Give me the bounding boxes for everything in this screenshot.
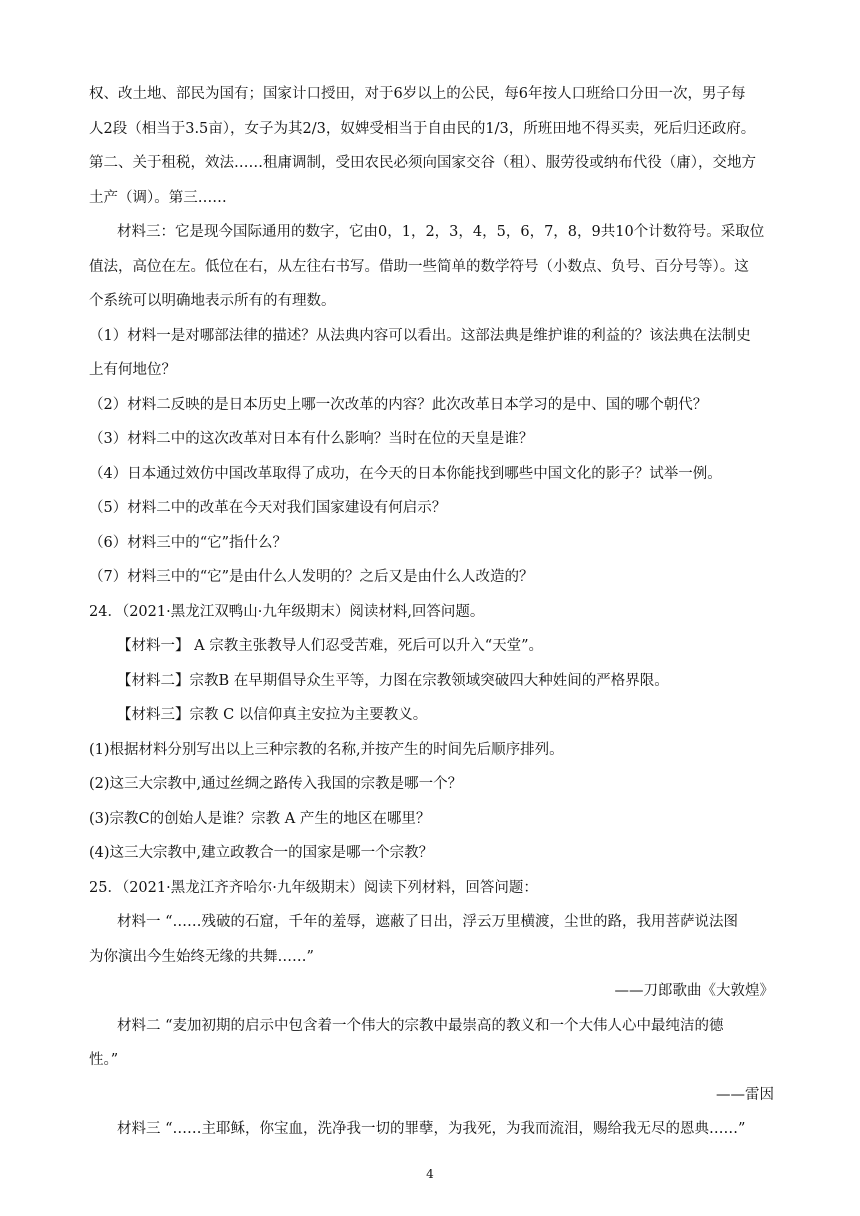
question-line: （2）材料二反映的是日本历史上哪一次改革的内容？此次改革日本学习的是中、国的哪个朝代？ (89, 396, 708, 413)
material-line: 【材料一】 A 宗教主张教导人们忍受苦难，死后可以升入“天堂”。 (117, 638, 544, 654)
material-line: 【材料三】宗教 C 以信仰真主安拉为主要教义。 (117, 707, 428, 723)
question-line: (4)这三大宗教中,建立政教合一的国家是哪一个宗教？ (89, 845, 434, 861)
material-line: 材料一 “……残破的石窟，千年的羞辱，遮蔽了日出，浮云万里横渡，尘世的路，我用菩萨说法图 (117, 914, 739, 930)
text-line: 值法，高位在左。低位在右，从左往右书写。借助一些简单的数学符号（小数点、负号、百分号等）。这 (89, 258, 749, 275)
attribution-line: ——雷因 (716, 1086, 774, 1103)
text-line: 第二、关于租税，效法……租庸调制，受田农民必须向国家交谷（租）、服劳役或纳布代役（庸），交地方 (89, 155, 756, 171)
material-line: 为你演出今生始终无缘的共舞……” (89, 948, 314, 965)
question-line: 上有何地位？ (89, 362, 176, 378)
text-line: 权、改土地、部民为国有；国家计口授田，对于6岁以上的公民，每6年按人口班给口分田一次，男子每 (89, 86, 746, 102)
question-line: (1)根据材料分别写出以上三种宗教的名称,并按产生的时间先后顺序排列。 (89, 741, 564, 758)
text-line: 个系统可以明确地表示所有的有理数。 (89, 293, 336, 309)
question-line: （7）材料三中的“它”是由什么人发明的？之后又是由什么人改造的？ (89, 569, 534, 585)
question-line: （6）材料三中的“它”指什么？ (89, 534, 288, 551)
material-line: 【材料二】宗教B 在早期倡导众生平等，力图在宗教领域突破四大种姓间的严格界限。 (117, 672, 669, 689)
question-line: （5）材料二中的改革在今天对我们国家建设有何启示？ (89, 500, 447, 516)
text-line: 土产（调）。第三…… (89, 189, 227, 206)
question-line: （3）材料二中的这次改革对日本有什么影响？当时在位的天皇是谁？ (89, 431, 534, 447)
material-line: 材料三 “……主耶稣，你宝血，洗净我一切的罪孽，为我死，为我而流泪，赐给我无尽的恩典……” (117, 1121, 746, 1137)
attribution-line: ——刀郎歌曲《大敦煌》 (614, 983, 774, 999)
question-line: (2)这三大宗教中,通过丝绸之路传入我国的宗教是哪一个？ (89, 776, 463, 792)
document-body (89, 84, 774, 1154)
text-line: 材料三：它是现今国际通用的数字，它由0，1，2，3，4，5，6，7，8，9共10个计数符号。采取位 (117, 224, 765, 240)
question-heading: 25．（2021·黑龙江齐齐哈尔·九年级期末）阅读下列材料，回答问题： (89, 879, 538, 896)
question-heading: 24．（2021·黑龙江双鸭山·九年级期末）阅读材料,回答问题。 (89, 603, 485, 620)
question-line: （4）日本通过效仿中国改革取得了成功，在今天的日本你能找到哪些中国文化的影子？试举一例。 (89, 465, 722, 482)
question-line: （1）材料一是对哪部法律的描述？从法典内容可以看出。这部法典是维护谁的利益的？该法典在法制史 (89, 327, 751, 344)
question-line: (3)宗教C的创始人是谁？宗教 A 产生的地区在哪里？ (89, 810, 431, 827)
material-line: 材料二 “麦加初期的启示中包含着一个伟大的宗教中最崇高的教义和一个大伟人心中最纯洁的德 (117, 1017, 724, 1034)
material-line: 性。” (89, 1052, 119, 1068)
text-line: 人2段（相当于3.5亩），女子为其2/3，奴婢受相当于自由民的1/3，所班田地不得买卖，死后归还政府。 (89, 120, 756, 137)
page-number: 4 (426, 1167, 434, 1181)
